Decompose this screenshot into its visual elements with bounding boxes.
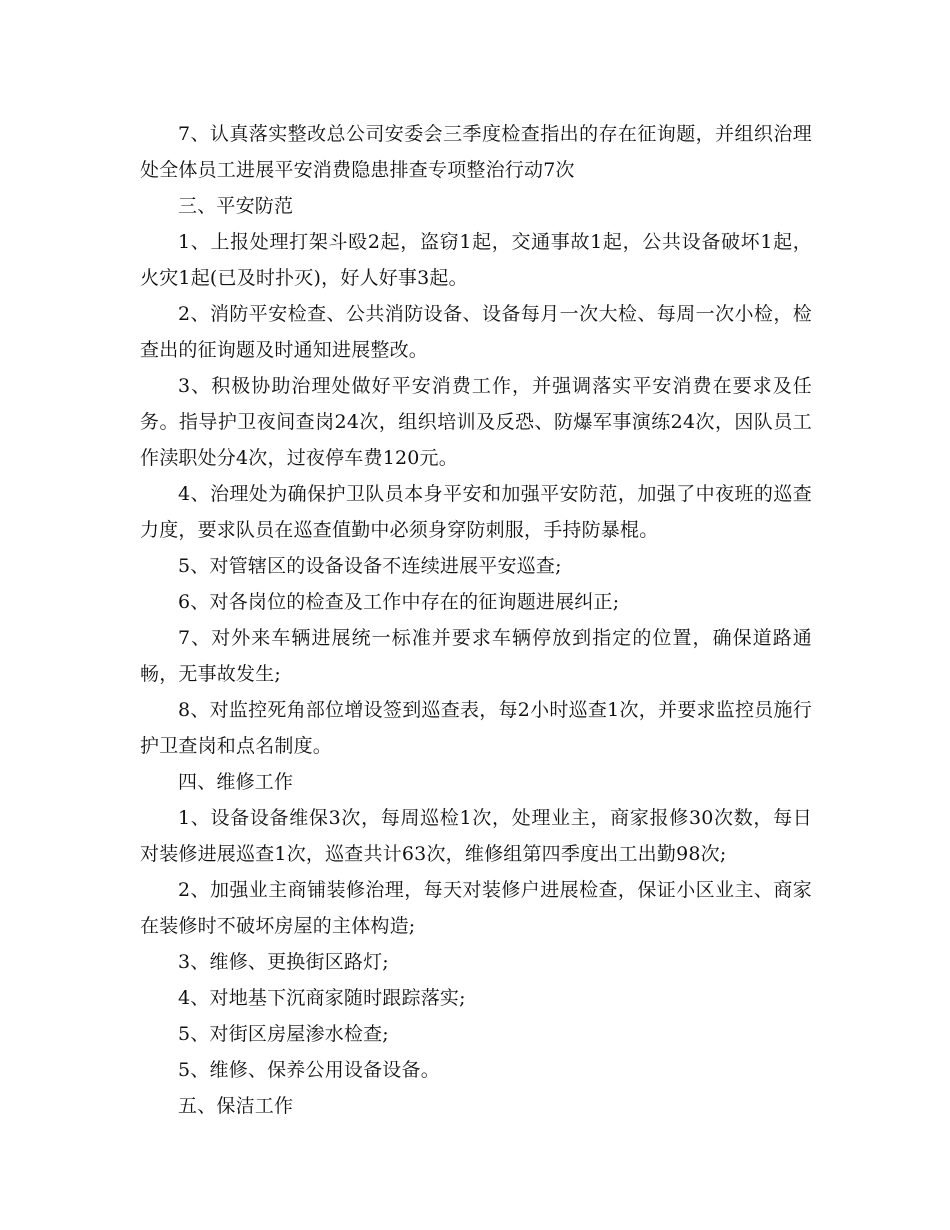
paragraph: 6、对各岗位的检查及工作中存在的征询题进展纠正; <box>178 591 620 613</box>
paragraph: 7、对外来车辆进展统一标准并要求车辆停放到指定的位置，确保道路通畅，无事故发生; <box>140 627 812 685</box>
paragraph: 7、认真落实整改总公司安委会三季度检查指出的存在征询题，并组织治理处全体员工进展平安消费隐患排查专项整治行动7次 <box>140 123 812 181</box>
paragraph: 2、消防平安检查、公共消防设备、设备每月一次大检、每周一次小检，检查出的征询题及时通知进展整改。 <box>140 303 812 361</box>
section-heading: 四、维修工作 <box>178 771 294 793</box>
paragraph: 5、对管辖区的设备设备不连续进展平安巡查; <box>178 555 562 577</box>
paragraph: 2、加强业主商铺装修治理，每天对装修户进展检查，保证小区业主、商家在装修时不破坏房屋的主体构造; <box>140 879 812 937</box>
paragraph: 4、对地基下沉商家随时跟踪落实; <box>178 987 466 1009</box>
paragraph: 4、治理处为确保护卫队员本身平安和加强平安防范，加强了中夜班的巡查力度，要求队员在巡查值勤中必须身穿防刺服，手持防暴棍。 <box>140 483 812 541</box>
section-heading: 五、保洁工作 <box>178 1095 294 1117</box>
paragraph: 1、设备设备维保3次，每周巡检1次，处理业主，商家报修30次数，每日对装修进展巡查1次，巡查共计63次，维修组第四季度出工出勤98次; <box>140 807 812 865</box>
paragraph: 3、积极协助治理处做好平安消费工作，并强调落实平安消费在要求及任务。指导护卫夜间查岗24次，组织培训及反恐、防爆军事演练24次，因队员工作渎职处分4次，过夜停车费120元。 <box>140 375 812 469</box>
paragraph: 5、对街区房屋渗水检查; <box>178 1023 389 1045</box>
paragraph: 1、上报处理打架斗殴2起，盗窃1起，交通事故1起，公共设备破坏1起，火灾1起(已及时扑灭)，好人好事3起。 <box>140 231 812 289</box>
document-body <box>140 116 812 1124</box>
paragraph: 3、维修、更换街区路灯; <box>178 951 389 973</box>
section-heading: 三、平安防范 <box>178 195 294 217</box>
paragraph: 8、对监控死角部位增设签到巡查表，每2小时巡查1次，并要求监控员施行护卫查岗和点名制度。 <box>140 699 812 757</box>
paragraph: 5、维修、保养公用设备设备。 <box>178 1059 440 1081</box>
